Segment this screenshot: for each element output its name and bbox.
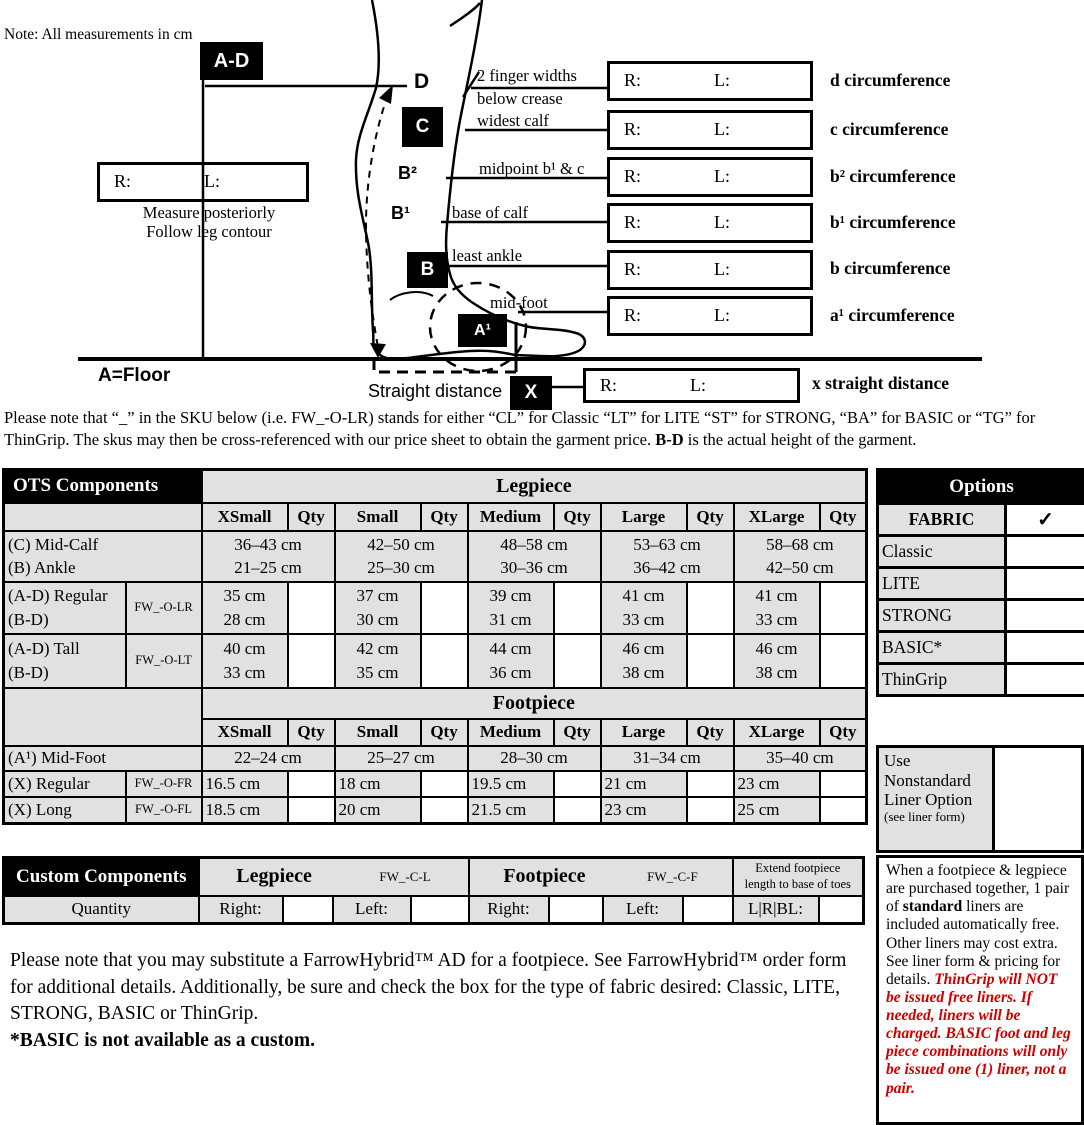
size-header: Large [601,503,687,531]
qty-input[interactable] [820,771,867,797]
custom-footpiece-label: Footpiece [503,865,586,888]
leg-range-cell: 36–43 cm 21–25 cm [202,531,335,583]
leg-measurement-diagram [0,0,1084,405]
left-label: L: [690,375,706,395]
fabric-header: FABRIC [878,504,1006,536]
option-basic-checkbox[interactable] [1006,632,1084,664]
ots-components-table [2,468,868,825]
a1-circumference-label: a¹ circumference [830,305,955,325]
right-label: R: [600,375,618,395]
footpiece-right-label: Right: [469,896,549,924]
option-basic-label: BASIC* [878,632,1006,664]
length-cell: 18.5 cm [202,797,288,824]
mid-foot-row-label: (A¹) Mid-Foot [4,746,202,771]
liner-note-text1: When a footpiece & legpiece are purchased together, 1 pair of [886,862,1070,916]
floor-label: A=Floor [98,365,171,386]
right-label: R: [114,171,132,191]
size-header: XSmall [202,719,288,746]
qty-input[interactable] [288,634,335,688]
length-cell: 20 cm [335,797,421,824]
legpiece-tall-label: (A-D) Tall (B-D) [4,634,126,688]
basic-custom-note: *BASIC is not available as a custom. [10,1029,315,1051]
right-label: R: [624,70,642,90]
nonstandard-liner-checkbox[interactable] [995,748,1081,850]
option-classic-checkbox[interactable] [1006,536,1084,568]
qty-header: Qty [687,719,734,746]
height-cell: 35 cm 28 cm [202,582,288,634]
foot-range-cell: 35–40 cm [734,746,867,771]
custom-legpiece-label: Legpiece [236,865,312,888]
height-cell: 46 cm 38 cm [734,634,820,688]
footpiece-right-input[interactable] [549,896,603,924]
pointer-c: widest calf [477,111,549,130]
b1-circumference-field[interactable] [607,203,813,243]
qty-input[interactable] [421,797,468,824]
qty-header: Qty [288,719,335,746]
height-cell: 37 cm 30 cm [335,582,421,634]
foot-range-cell: 31–34 cm [601,746,734,771]
qty-header: Qty [820,719,867,746]
height-cell: 46 cm 38 cm [601,634,687,688]
quantity-row-label: Quantity [4,896,199,924]
x-marker: X [510,376,552,410]
ots-title: OTS Components [4,470,202,503]
pointer-d-line2: below crease [477,89,563,108]
footpiece-long-label: (X) Long [4,797,126,824]
legpiece-regular-label: (A-D) Regular (B-D) [4,582,126,634]
pointer-d-line1: 2 finger widths [477,66,577,85]
foot-range-cell: 28–30 cm [468,746,601,771]
size-header: Large [601,719,687,746]
sku-label: FW_-O-LR [126,582,202,634]
option-lite-label: LITE [878,568,1006,600]
option-strong-checkbox[interactable] [1006,600,1084,632]
nonstandard-liner-label: Use Nonstandard Liner Option (see liner form) [879,748,995,850]
legpiece-left-label: Left: [333,896,411,924]
height-cell: 39 cm 31 cm [468,582,554,634]
legpiece-right-input[interactable] [283,896,333,924]
fabric-check-cell[interactable]: ✓ [1006,504,1084,536]
custom-title: Custom Components [4,858,199,896]
size-header: XLarge [734,719,820,746]
qty-header: Qty [421,503,468,531]
option-thingrip-checkbox[interactable] [1006,664,1084,696]
option-classic-label: Classic [878,536,1006,568]
straight-distance-label: Straight distance [368,381,503,401]
qty-input[interactable] [687,582,734,634]
see-liner-form-note: (see liner form) [884,808,965,824]
b-circumference-field[interactable] [607,250,813,290]
right-label: R: [624,212,642,232]
leg-range-row-label [4,531,202,583]
options-title: Options [878,470,1084,504]
leg-range-cell: 53–63 cm 36–42 cm [601,531,734,583]
size-header: Small [335,503,421,531]
sku-label: FW_-O-FL [126,797,202,824]
size-header: Medium [468,719,554,746]
qty-header: Qty [421,719,468,746]
size-header: Medium [468,503,554,531]
a1-marker: A¹ [458,314,507,347]
mid-calf-label: (C) Mid-Calf [8,534,99,554]
qty-input[interactable] [421,582,468,634]
left-label: L: [714,119,730,139]
length-cell: 21 cm [601,771,687,797]
liner-note-bold: standard [902,898,963,916]
extend-footpiece-label: Extend footpiece length to base of toes [733,858,864,896]
farrowhybrid-note-text: Please note that you may substitute a FarrowHybrid™ AD for a footpiece. See FarrowHybrid™ order form for additional details. Additionally, be sure and check the box for the type of fabric desired: Classic, LITE, STRONG, BASIC or ThinGrip. [10,950,847,1025]
qty-input[interactable] [288,771,335,797]
length-cell: 19.5 cm [468,771,554,797]
sku-label: FW_-O-LT [126,634,202,688]
foot-range-cell: 25–27 cm [335,746,468,771]
legpiece-header: Legpiece [202,470,867,503]
left-label: L: [714,259,730,279]
length-cell: 16.5 cm [202,771,288,797]
liner-note-red-text: ThinGrip will NOT be issued free liners. If needed, liners will be charged. BASIC foot and leg piece combinations will only be issued one (1) liner, not a pair. [886,970,1071,1097]
qty-input[interactable] [554,797,601,824]
x-straight-distance-label: x straight distance [812,373,950,393]
d-marker: D [414,70,430,93]
ankle-label: (B) Ankle [8,558,76,578]
right-label: R: [624,119,642,139]
qty-input[interactable] [820,582,867,634]
qty-header: Qty [687,503,734,531]
qty-input[interactable] [288,582,335,634]
options-table [876,468,1084,697]
option-strong-label: STRONG [878,600,1006,632]
pointer-b1: base of calf [452,203,529,222]
measurements-unit-note: Note: All measurements in cm [4,26,193,43]
footpiece-regular-label: (X) Regular [4,771,126,797]
custom-components-table [2,856,865,925]
b1-circumference-label: b¹ circumference [830,212,956,232]
qty-input[interactable] [687,771,734,797]
qty-header: Qty [554,719,601,746]
measure-instruction [118,203,300,242]
sku-note [4,407,1082,451]
size-header: Small [335,719,421,746]
nonstandard-liner-option [876,745,1084,853]
qty-input[interactable] [421,771,468,797]
length-cell: 18 cm [335,771,421,797]
liner-policy-note [876,855,1084,1125]
left-label: L: [714,166,730,186]
pointer-a1: mid-foot [490,293,548,312]
b2-circumference-label: b² circumference [830,166,956,186]
corner-cell [4,688,202,746]
leg-range-cell: 42–50 cm 25–30 cm [335,531,468,583]
sku-note-bold: B-D [655,429,684,449]
height-cell: 41 cm 33 cm [734,582,820,634]
legpiece-right-label: Right: [199,896,283,924]
x-straight-distance-field[interactable] [583,368,800,403]
right-label: R: [624,166,642,186]
custom-legpiece-header [199,858,469,896]
sku-note-text: Please note that “_” in the SKU below (i.e. FW_-O-LR) stands for either “CL” for Classic “LT” for LITE “ST” for STRONG, “BA” for BASIC or “TG” for ThinGrip. The skus may then be cross-referenced with our price sheet to obtain the garment price. [4,408,1036,449]
length-cell: 23 cm [734,771,820,797]
pointer-b: least ankle [452,246,523,265]
qty-input[interactable] [554,582,601,634]
sku-note-text2: is the actual height of the garment. [683,429,917,449]
left-label: L: [204,171,220,191]
custom-footpiece-header [469,858,733,896]
right-label: R: [624,259,642,279]
a1-circumference-field[interactable] [607,296,813,336]
b-circumference-label: b circumference [830,258,951,278]
qty-header: Qty [820,503,867,531]
footpiece-header: Footpiece [202,688,867,719]
custom-footpiece-sku: FW_-C-F [647,868,698,884]
qty-header: Qty [288,503,335,531]
qty-input[interactable] [421,634,468,688]
b-marker: B [407,252,448,288]
qty-header: Qty [554,503,601,531]
left-label: L: [714,212,730,232]
qty-input[interactable] [554,634,601,688]
measure-instruction-line2: Follow leg contour [146,222,272,242]
footpiece-left-input[interactable] [683,896,733,924]
qty-input[interactable] [820,634,867,688]
qty-input[interactable] [820,797,867,824]
d-circumference-field[interactable] [607,61,813,101]
measure-instruction-line1: Measure posteriorly [142,203,276,222]
custom-legpiece-sku: FW_-C-L [379,868,431,884]
length-cell: 25 cm [734,797,820,824]
height-cell: 42 cm 35 cm [335,634,421,688]
qty-input[interactable] [687,797,734,824]
qty-input[interactable] [687,634,734,688]
legpiece-left-input[interactable] [411,896,469,924]
c-marker: C [402,107,443,147]
ad-length-field[interactable] [97,162,309,202]
foot-range-cell: 22–24 cm [202,746,335,771]
corner-cell [4,503,202,531]
pointer-b2: midpoint b¹ & c [479,159,585,178]
length-cell: 21.5 cm [468,797,554,824]
lrbl-input[interactable] [819,896,864,924]
c-circumference-field[interactable] [607,110,813,150]
sku-label: FW_-O-FR [126,771,202,797]
farrowhybrid-note [10,948,860,1054]
height-cell: 40 cm 33 cm [202,634,288,688]
footpiece-left-label: Left: [603,896,683,924]
b2-circumference-field[interactable] [607,157,813,197]
leg-range-cell: 48–58 cm 30–36 cm [468,531,601,583]
left-label: L: [714,305,730,325]
c-circumference-label: c circumference [830,119,949,139]
ad-marker: A-D [200,42,263,80]
liner-note-text2: liners are included automatically free. Other liners may cost extra. See liner form & pricing for details. [886,898,1061,988]
option-lite-checkbox[interactable] [1006,568,1084,600]
b2-marker: B² [398,163,417,183]
size-header: XSmall [202,503,288,531]
left-label: L: [714,70,730,90]
qty-input[interactable] [288,797,335,824]
length-cell: 23 cm [601,797,687,824]
d-circumference-label: d circumference [830,70,951,90]
height-cell: 44 cm 36 cm [468,634,554,688]
b1-marker: B¹ [391,203,410,223]
size-header: XLarge [734,503,820,531]
option-thingrip-label: ThinGrip [878,664,1006,696]
leg-range-cell: 58–68 cm 42–50 cm [734,531,867,583]
right-label: R: [624,305,642,325]
height-cell: 41 cm 33 cm [601,582,687,634]
lrbl-label: L|R|BL: [733,896,819,924]
qty-input[interactable] [554,771,601,797]
